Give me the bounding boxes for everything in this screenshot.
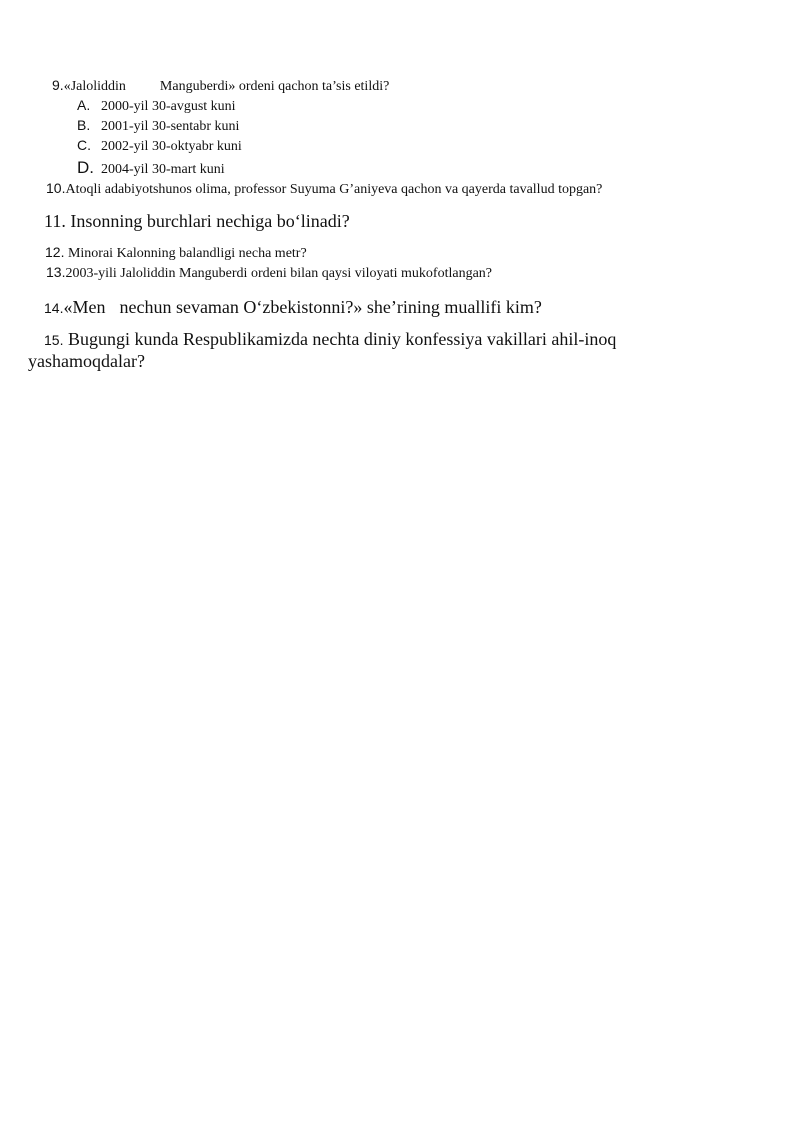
question-12 (45, 244, 307, 262)
question-13 (46, 264, 492, 282)
question-13-text: 2003-yili Jaloliddin Manguberdi ordeni bilan qaysi viloyati mukofotlangan? (65, 266, 493, 281)
question-14-text-part-1: «Men (63, 297, 106, 317)
question-10 (46, 180, 602, 198)
question-9 (52, 77, 389, 95)
question-10-text: Atoqli adabiyotshunos olima, professor Suyuma G’aniyeva qachon va qayerda tavallud topgan? (65, 182, 603, 197)
option-c-letter: C. (77, 137, 91, 153)
question-15-line-2: yashamoqdalar? (28, 351, 145, 371)
question-15-line-1 (44, 329, 616, 350)
option-a-letter: A. (77, 97, 91, 113)
question-12-text: Minorai Kalonning balandligi necha metr? (67, 246, 307, 261)
question-14-text-part-2: nechun sevaman O‘zbekistonni?» she’rining muallifi kim? (119, 297, 542, 317)
question-11: 11. Insonning burchlari nechiga bo‘linadi? (44, 211, 350, 231)
option-a-text: 2000-yil 30-avgust kuni (101, 99, 236, 114)
question-9-text-part-2: Manguberdi» ordeni qachon ta’sis etildi? (159, 79, 390, 94)
question-10-number: 10. (46, 180, 66, 196)
question-15-number: 15. (44, 332, 64, 348)
option-d-text: 2004-yil 30-mart kuni (101, 162, 225, 177)
question-9-number: 9. (52, 77, 64, 93)
option-d-letter: D. (77, 158, 94, 177)
question-9-option-a (77, 97, 236, 115)
option-c-text: 2002-yil 30-oktyabr kuni (101, 139, 242, 154)
question-12-number: 12. (45, 244, 65, 260)
option-b-letter: B. (77, 117, 91, 133)
question-9-option-d (77, 158, 225, 178)
question-14 (44, 297, 542, 318)
question-13-number: 13. (46, 264, 66, 280)
question-15-text-line-1: Bugungi kunda Respublikamizda nechta diniy konfessiya vakillari ahil-inoq (67, 329, 617, 349)
question-9-option-b (77, 117, 239, 135)
option-b-text: 2001-yil 30-sentabr kuni (101, 119, 240, 134)
question-9-text-part-1: «Jaloliddin (63, 79, 126, 94)
question-14-number: 14. (44, 300, 64, 316)
question-9-option-c (77, 137, 242, 155)
